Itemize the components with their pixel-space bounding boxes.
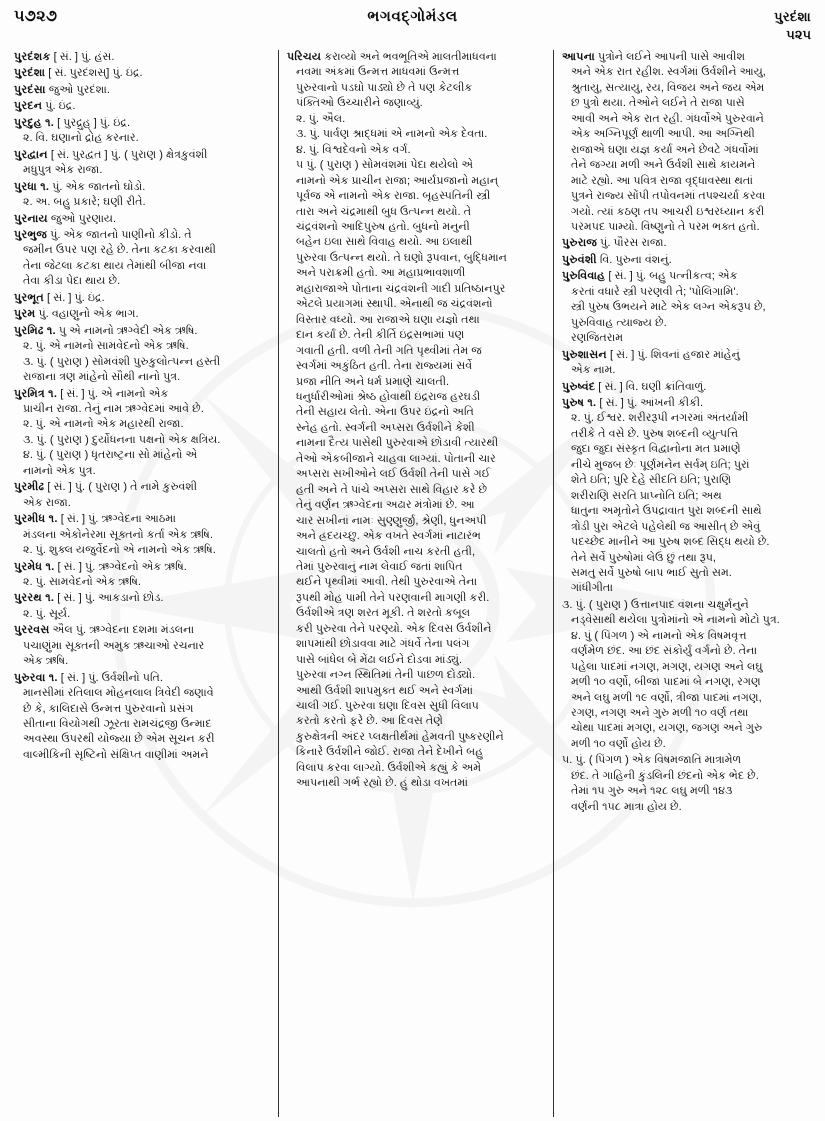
dictionary-entry xyxy=(14,66,270,81)
entry-headword: પુરદંશક xyxy=(14,51,51,63)
entry-body-line: એક અગ્નિપૂર્ણ થાળી આપી. આ અગ્નિથી xyxy=(571,128,755,141)
entry-headword-line: પુરુવિવાહ [ સં. ] પું. બહુ પત્નીકત્વ; એક xyxy=(562,270,738,283)
entry-body-line: અને પરાક્રમી હતો. આ મહાપ્રભાવશાળી xyxy=(296,267,466,280)
entry-headword: પુરમેધ ૧. xyxy=(14,560,55,573)
dictionary-entry xyxy=(14,324,270,386)
dictionary-entry xyxy=(562,348,811,379)
dictionary-entry xyxy=(14,560,270,591)
entry-headword: પુરદંશા xyxy=(14,67,46,80)
entry-body-line: ત્રોડી પુરા એટલે પહેલેથી જ આસીત્ છે એવું xyxy=(571,520,761,533)
entry-headword-line: ૩. પું. ( પુરાણ ) ઉત્તાનપાદ વંશના ચક્ષુર્મનુને xyxy=(562,598,749,611)
catchword-block xyxy=(774,8,811,43)
entry-body-line: એક રાજા. xyxy=(23,496,71,509)
entry-body-line: કરી પુરુરવા તેને પરણ્યો. એક દિવસ ઉર્વશીને xyxy=(296,622,492,635)
dictionary-entry xyxy=(14,83,270,98)
entry-body-line: એક ઋષિ. xyxy=(23,655,69,668)
entry-body-line: ૨. પું. શુક્લ યજુર્વેદનો એ નામનો એક ઋષિ. xyxy=(23,544,216,557)
entry-headword-line: પરિચય કરાવ્યો અને ભવભૂતિએ માલતીમાધવના xyxy=(287,51,497,63)
entry-body-line: કરતાં વધારે સ્ત્રી પરણવી તે; 'પોલિગામિ'. xyxy=(571,285,739,298)
entry-headword: આપના xyxy=(562,51,595,63)
entry-headword: પુરુશાસન xyxy=(562,348,607,361)
entry-body-line: જમીન ઉપર પણ રહે છે. તેના કટકા કરવાથી xyxy=(23,244,216,257)
entry-body-line: પદચ્છેદ માનીને આ પુરુષ શબ્દ સિદ્ધ થયો છે. xyxy=(571,536,770,549)
entry-headword-line: પુરરવસ ઐલ પું. ઋગ્વેદના દશમા મંડલના xyxy=(14,624,195,637)
entry-body-line: અપ્સરા સખીઓને લઈ ઉર્વશી તેની પાસે ગઈ xyxy=(296,468,491,481)
entry-body-line: ૨. અ. બહુ પ્રકારે; ઘણી રીતે. xyxy=(23,196,146,209)
entry-headword: પુરુષ ૧. xyxy=(562,396,597,409)
entry-body-line: તેવા કીડા પેદા થાય છે. xyxy=(23,275,121,288)
dictionary-entry xyxy=(14,180,270,211)
entry-body-line: ૩. પું. પાર્વણ શ્રાદ્ધમાં એ નામનો એક દેવતા. xyxy=(296,128,488,141)
entry-body-line: ૨. પું. સામવેદનો એક ઋષિ. xyxy=(23,575,141,588)
entry-body-line: ધનુર્ધારીઓમાં શ્રેષ્ઠ હોવાથી ઇંદ્રરાજ હરઘડી xyxy=(296,390,481,403)
entry-body-line: ૪. પું. ( પુરાણ ) ધૃતરાષ્ટ્રના સો માંહેનો એ xyxy=(23,449,198,462)
entry-headword-line: પુરુશાસન [ સં. ] પું. શિવનાં હજાર માંહેનું xyxy=(562,348,740,361)
dictionary-entry xyxy=(14,99,270,114)
entry-headword: પુરમિઢ ૧. xyxy=(14,324,56,337)
entry-body-line: માનસીમાં રતિલાલ મોહનલાલ ત્રિવેદી જણાવે xyxy=(23,687,214,700)
entry-body-line: પાસે બાંધેલ બે મેંઢા લઈને દોડવા માંડ્યું. xyxy=(296,653,463,666)
entry-headword-line: પુરદંસા જુઓ પુરદંશા. xyxy=(14,83,110,96)
entry-body-line: સ્ત્રી પુરુષ ઉભયને માટે એક લગ્ન એકરૂપ છે, xyxy=(571,301,766,314)
entry-body-line: તારા અને ચંદ્રમાથી બુધ ઉત્પન્ન થયો. તે xyxy=(296,205,472,218)
entry-headword-line: પુરમેધ ૧. [ સં. ] પું. ઋગ્વેદનો એક ઋષિ. xyxy=(14,560,187,573)
entry-body-line: વર્ણમેળ છંદ. આ છંદ સંકોર્યું વર્ગનો છે. તેના xyxy=(571,645,758,658)
entry-body-line: એટલે પ્રયાગમાં સ્થાપી. એનાથી જ ચંદ્રવંશનો xyxy=(296,298,493,311)
entry-body-line: નામનો એક પ્રાચીન રાજા; આર્યપ્રજાનો મહાન્ xyxy=(296,174,499,187)
entry-headword: પુરમીધ ૧. xyxy=(14,513,58,526)
dictionary-entry xyxy=(14,591,270,622)
entry-body-line: ચાલી ગઈ. પુરુરવા ઘણા દિવસ સુધી વિલાપ xyxy=(296,700,479,713)
column-1 xyxy=(6,50,278,1117)
entry-headword: પુરરથ ૧. xyxy=(14,592,55,605)
entry-body-line: નવમા અંકમાં ઉન્મત્ત માધવમાં ઉન્મત્ત xyxy=(296,66,460,79)
entry-body-line: પ્રાચીન રાજા. તેનું નામ ઋગ્વેદમાં આવે છે. xyxy=(23,402,204,415)
entry-body-line: રણજિતરામ xyxy=(571,332,624,345)
book-title: ભગવદ્‌ગોમંડલ xyxy=(367,8,458,25)
entry-body-line: વિસ્તાર વધ્યો. આ રાજાએ ઘણા યજ્ઞો તથા xyxy=(296,313,480,326)
entry-body-line: કરતો કરતો ફરે છે. આ દિવસ તેણે xyxy=(296,715,443,728)
entry-headword-line: પુરમીધ ૧. [ સં. ] પું. ઋગ્વેદના આઠમા xyxy=(14,513,176,526)
entry-headword: પુરમિત્ર ૧. xyxy=(14,387,58,400)
entry-body-line: પુરુરવા નગ્ન સ્થિતિમાં તેની પાછળ દોડ્યો. xyxy=(296,669,476,682)
entry-body-line: ચોથા પાદમાં મગણ, યગણ, જગણ અને ગુરુ xyxy=(571,722,763,735)
dictionary-entry xyxy=(14,148,270,179)
entry-body-line: સ્નેહ હતો. સ્વર્ગની અપ્સરા ઉર્વશીને કેશી xyxy=(296,421,475,434)
entry-body-line: વર્ણની ૧૫૮ માત્રા હોય છે. xyxy=(571,800,682,813)
entry-headword: પુરનાય xyxy=(14,212,48,225)
entry-body-line: અને લઘુ મળી ૧૯ વર્ણો, ત્રીજા પાદમાં નગણ, xyxy=(571,691,762,704)
entry-body-line: જુદા જુદા સંસ્કૃત વિદ્વાનોના મત પ્રમાણે xyxy=(571,443,741,456)
entry-body-line: તેને જગ્યા મળી અને ઉર્વશી સાથે કાયમને xyxy=(571,159,756,172)
entry-body-line: ૨. પું. ઈશ્વર. શરીરરૂપી નગરમાં અંતર્યામી xyxy=(571,412,749,425)
entry-headword-line: પુરદુહ ૧. [ પુરદ્રુહ્ ] પું. ઇંદ્ર. xyxy=(14,116,131,129)
entry-headword: પુરમ xyxy=(14,308,36,321)
entry-headword-line: પુરુરાજ પું. પૌરસ રાજા. xyxy=(562,237,667,250)
entry-headword: પુરુરાજ xyxy=(562,237,598,250)
entry-headword: પુરુવંશી xyxy=(562,253,597,266)
entry-body-line: કુરુક્ષેત્રની અંદર પ્લક્ષતીર્થમાં હેમવતી પુષ્કરણીને xyxy=(296,730,504,743)
entry-body-line: ૨. પું. એ નામનો સામવેદનો એક ઋષિ. xyxy=(23,340,189,353)
entry-headword-line: પુરરથ ૧. [ સં. ] પું. આકડાનો છોડ. xyxy=(14,592,164,605)
entry-headword-line: પુરમિત્ર ૧. [ સં. ] પું. એ નામનો એક xyxy=(14,387,169,400)
entry-body-line: અને એક રાત રહીશ. સ્વર્ગમાં ઉર્વશીને આયુ, xyxy=(571,66,766,79)
entry-body-line: પરમપદ પામ્યો. વિષ્ણુનો તે પરમ ભક્ત હતો. xyxy=(571,220,760,233)
entry-body-line: ૩. પું. ( પુરાણ ) સોમવંશી પુરુકુલોત્પન્ન હસ્તી xyxy=(23,355,221,368)
entry-body-line: મંડલના એકોનેરમા સૂક્તનો કર્તા એક ઋષિ. xyxy=(23,528,213,541)
dictionary-entry xyxy=(287,50,545,792)
entry-headword-line: પુરનાય જુઓ પુરણાય. xyxy=(14,212,117,225)
dictionary-entry xyxy=(14,228,270,290)
entry-headword-line: પુરદન પું. ઇંદ્ર. xyxy=(14,100,76,113)
dictionary-entry xyxy=(562,753,811,815)
entry-body-line: નામનો એક પુત્ર. xyxy=(23,464,96,477)
entry-body-line: સ્વર્ગમાં અકુંઠિત હતી. તેના રાજ્યમાં સર્વે xyxy=(296,360,473,373)
entry-body-line: પુરુવિવાહ ત્યાજ્ય છે. xyxy=(571,316,667,329)
entry-headword: પુરમીઢ xyxy=(14,481,45,494)
entry-body-line: તેઓ એકબીજાને ચાહવા લાગ્યાં. પોતાની ચાર xyxy=(296,452,496,465)
entry-body-line: શાપમાંથી છોડાવવા માટે ગંધર્વે તેના પલંગ xyxy=(296,638,470,651)
catch-page-number: ૫૨૫ xyxy=(786,26,811,42)
entry-body-line: સીતાના વિયોગથી ઝૂરતા રામચંદ્રજી ઉન્માદ xyxy=(23,718,212,731)
entry-body-line: આપનાથી ગર્ભ રહ્યો છે. હું થોડા વખતમાં xyxy=(296,777,468,790)
entry-body-line: તેમાં પુરુરવાનું નામ લેવાઈ જતાં શાપિત xyxy=(296,560,463,573)
entry-body-line: પચાણુંમા સૂક્તની અમુક ઋચાઓ રચનાર xyxy=(23,639,205,652)
dictionary-entry xyxy=(14,212,270,227)
entry-body-line: સમતુ સર્વે પુરુષો બાપ ભાઈ સુતો સમ. xyxy=(571,566,732,579)
entry-body-line: છે કે, કાલિદાસે ઉન્મત્ત પુરુરવાનો પ્રસંગ xyxy=(23,702,194,715)
entry-body-line: પ્રજા નીતિ અને ધર્મ પ્રમાણે ચાલતી. xyxy=(296,375,450,388)
dictionary-entry xyxy=(562,236,811,251)
entry-headword-line: પુરધા ૧. પું. એક જાતનો ઘોડો. xyxy=(14,180,146,193)
entry-body-line: આથી ઉર્વશી શાપમુક્ત થઈ અને સ્વર્ગમાં xyxy=(296,684,473,697)
column-3 xyxy=(554,50,819,1117)
entry-body-line: શ્રુતાયુ, સત્યાયુ, રય, વિજય અને જય એમ xyxy=(571,81,765,94)
entry-body-line: ગવાતી હતી. વળી તેની ગતિ પૃથ્વીમાં તેમ જ xyxy=(296,344,482,357)
entry-body-line: પહેલા પાદમાં નગણ, મગણ, યગણ અને લઘુ xyxy=(571,660,763,673)
entry-body-line: થઈને પૃથ્વીમાં આવી. તેથી પુરુરવાએ તેના xyxy=(296,576,478,589)
entry-body-line: હતી અને તે પાંચે અપ્સરા સાથે વિહાર કરે છે xyxy=(296,483,488,496)
catchword: પુરદંશા xyxy=(774,9,811,24)
text-columns xyxy=(6,50,819,1117)
entry-body-line: શેતે ઇતિ; પુરિ દેહે સીદતિ ઇતિ; પુરાણિ xyxy=(571,474,732,487)
entry-body-line: ચાર સખીનાં નામઃ સુણ્ણુર્જી, શ્રેણી, ધુનઅપી xyxy=(296,514,487,527)
dictionary-entry xyxy=(562,598,811,753)
entry-body-line: રાજાના ત્રણ માંહેનો સૌથી નાનો પુત્ર. xyxy=(23,371,181,384)
entry-body-line: દાન કર્યાં છે. તેની કીર્તિ ઇંદ્રસભામાં પણ xyxy=(296,329,465,342)
entry-headword: પુરદુહ ૧. xyxy=(14,116,55,129)
entry-headword: પુરુવિવાહ xyxy=(562,270,606,283)
entry-body-line: તેની સહાય લેતો. એના ઉપર ઇંદ્રનો અતિ xyxy=(296,406,474,419)
entry-headword: પુરદન xyxy=(14,100,43,113)
entry-body-line: મળી ૧૦ વર્ણો હોય છે. xyxy=(571,737,666,750)
entry-body-line: ૨. પું. એ નામનો એક મહારથી રાજા. xyxy=(23,418,184,431)
entry-headword: પુરધા ૧. xyxy=(14,180,50,193)
entry-body-line: તેમાં ૧૫ ગુરુ અને ૧૨૮ લઘુ મળી ૧૪૩ xyxy=(571,785,733,798)
entry-headword: પુરભૂત xyxy=(14,291,44,304)
entry-body-line: ગાંધીગીતા xyxy=(571,582,613,595)
entry-body-line: વિલાપ કરવા લાગ્યો. ઉર્વશીએ કહ્યું કે અમે xyxy=(296,761,482,774)
dictionary-entry xyxy=(14,291,270,306)
dictionary-entry xyxy=(562,269,811,346)
dictionary-entry xyxy=(14,307,270,322)
entry-body-line: ૩. પું. ( પુરાણ ) દુર્યોધનના પક્ષનો એક ક્ષત્રિય. xyxy=(23,433,221,446)
entry-body-line: પુરુરવાનો પડઘો પાડ્યો છે તે પણ કેટલીક xyxy=(296,81,473,94)
dictionary-entry xyxy=(562,380,811,395)
entry-headword-line: પુરદંશા [ સં. પુરદંશસ્] પું. ઇંદ્ર. xyxy=(14,67,143,80)
entry-body-line: નામના દૈત્ય પાસેથી પુરુરવાએ છોડાવી ત્યારથી xyxy=(296,437,499,450)
entry-headword-line: પુરુષ ૧. [ સં. ] પું. આંખની કીકી. xyxy=(562,396,704,409)
entry-headword: પુરદંસા xyxy=(14,83,46,96)
entry-body-line: શરીરાણિ સરતિ પ્રાપ્નોતિ ઇતિ; અથ xyxy=(571,489,722,502)
entry-body-line: અવસ્થા ઉપરથી યોજ્યા છે એમ સૂચન કરી xyxy=(23,733,215,746)
entry-body-line: બહેન ઇલા સાથે વિવાહ થયો. આ ઇલાથી xyxy=(296,236,473,249)
entry-body-line: પુરુરવા ઉત્પન્ન થયો. તે ઘણો રૂપવાન, બુદ્ધિમાન xyxy=(296,251,507,264)
entry-body-line: મળી ૧૦ વર્ણો, બીજા પાદમાં બે નગણ, રગણ xyxy=(571,676,761,689)
entry-headword-line: પુરમ પું. વહાણુનો એક ભાગ. xyxy=(14,308,139,321)
entry-body-line: ગયો. ત્યાં કઠણ તપ આચરી ઇશ્વરધ્યાન કરી xyxy=(571,205,765,218)
entry-body-line: પૂર્વજ એ નામનો એક રાજા. બૃહસ્પતિની સ્ત્રી xyxy=(296,190,491,203)
entry-headword: પરિચય xyxy=(287,51,322,63)
entry-body-line: તરીકે તે વસે છે. પુરુષ શબ્દની વ્યુત્પત્તિ xyxy=(571,427,739,440)
entry-body-line: રાજાએ ઘણા યજ્ઞ કર્યા અને છેવટે ગંધર્વોમાં xyxy=(571,143,759,156)
entry-body-line: માટે રહ્યો. આ પવિત્ર રાજા વૃદ્ધાવસ્થા થતાં xyxy=(571,174,753,187)
entry-body-line: આવી અને એક રાત રહી. ગંધર્વોએ પુરુરવાને xyxy=(571,112,764,125)
entry-body-line: છ પુત્રો થયા. તેઓને લઈને તે રાજા પાસે xyxy=(571,97,745,110)
entry-body-line: રગણ, નગણ અને ગુરુ મળી ૧૦ વર્ણ તથા xyxy=(571,707,749,720)
entry-headword: પુરદ્વાન xyxy=(14,148,48,161)
entry-body-line: ૨. વિ. ઘણાનો દ્રોહ કરનાર. xyxy=(23,132,139,145)
entry-body-line: પુત્રને રાજ્ય સોંપી તપોવનમાં તપશ્ચર્યા કરવા xyxy=(571,190,766,203)
entry-headword-line: પુરુષ્વંદ [ સં. ] વિ. ઘણી ક્રાંતિવાળું. xyxy=(562,380,707,393)
entry-body-line: અને હ્રદયચ્છુ. એક વખતે સ્વર્ગમાં નાટારંભ xyxy=(296,530,481,543)
dictionary-entry xyxy=(14,623,270,669)
entry-body-line: મધુપુત્ર એક રાજા. xyxy=(23,164,103,177)
entry-body-line: ૪. પું ( પિંગળ ) એ નામનો એક વિષમવૃત્ત xyxy=(571,629,747,642)
entry-body-line: ૫ પું. ( પુરાણ ) સોમવંશમાં પેદા થયેલો એ xyxy=(296,159,474,172)
entry-body-line: પંક્તિઓ ઉચ્ચારીને જણાવ્યું. xyxy=(296,97,423,110)
entry-body-line: વાલ્મીકિની સૃષ્ટિનો સંક્ષિપ્ત વાણીમાં અમને xyxy=(23,748,209,761)
entry-body-line: ચાલતો હતો અને ઉર્વશી નાચ કરતી હતી, xyxy=(296,545,476,558)
entry-headword: પુરરવસ xyxy=(14,624,50,637)
entry-body-line: તેને સર્વે પુરુષોમાં લેઉં છું તથા રૂપ, xyxy=(571,551,716,564)
entry-headword-line: પુરદંશક [ સં. ] પું. હંસ. xyxy=(14,51,115,63)
running-head xyxy=(0,8,825,54)
dictionary-entry xyxy=(562,50,811,235)
dictionary-entry xyxy=(14,671,270,764)
dictionary-entry xyxy=(14,512,270,558)
entry-headword-line: આપના પુત્રોને લઈને આપની પાસે આવીશ xyxy=(562,51,745,63)
entry-body-line: નીચે મુજબ છેઃ પૂર્ણમનેન સર્વમ્ ઇતિ; પુરાં xyxy=(571,458,750,471)
entry-body-line: ૨. પું. સૂર્ય. xyxy=(23,607,71,620)
entry-headword-line: પુરભૂત [ સં. ] પું. ઇંદ્ર. xyxy=(14,291,105,304)
entry-body-line: ૨. પું. ઐલ. xyxy=(296,112,346,125)
dictionary-entry xyxy=(14,116,270,147)
entry-body-line: ધાતુના અમૃતોને ઉપદ્રાવાત પુરા શબ્દની સાથે xyxy=(571,505,762,518)
entry-body-line: છંદ. તે ગાહિની કુંડલિની છંદનો એક ભેદ છે. xyxy=(571,769,759,782)
entry-headword-line: પુરુવંશી વિ. પુરુના વંશનું. xyxy=(562,253,672,266)
entry-body-line: કિનારે ઉર્વશીને જોઈ. રાજા તેને દેખીને બહુ xyxy=(296,746,484,759)
dictionary-entry xyxy=(14,480,270,511)
entry-headword-line: ૫. પું. ( પિંગળ ) એક વિષમજાતિ માત્રામેળ xyxy=(562,754,742,767)
dictionary-entry xyxy=(562,396,811,597)
entry-body-line: નડ્વેસાથી થયેલા પુત્રોમાંનો એ નામનો મોટો પુત્ર. xyxy=(571,614,780,627)
entry-body-line: મહારાજાએ પોતાના ચંદ્રવંશની ગાદી પ્રતિષ્ઠાનપુર xyxy=(296,282,506,295)
entry-headword-line: પુરમીઢ [ સં. ] પું. ( પુરાણ ) તે નામે કુરુવંશી xyxy=(14,481,198,494)
entry-headword-line: પુરદ્વાન [ સં. પુરદ્વત ] પું. ( પુરાણ ) ક્ષેત્રકુવંશી xyxy=(14,148,208,161)
entry-body-line: તેનું વર્ણન ઋગ્વેદના અઢાર મંત્રોમાં છે. આ xyxy=(296,499,475,512)
entry-headword: પુરભુજ xyxy=(14,228,48,241)
folio-number-left: ૫૭૨૭ xyxy=(14,8,58,25)
entry-body-line: રૂપથી મોહ પામી તેને પરણવાની માગણી કરી. xyxy=(296,591,490,604)
entry-headword-line: પુરમિઢ ૧. પુ એ નામનો ઋગ્વેદી એક ઋષિ. xyxy=(14,324,198,337)
entry-body-line: ચંદ્રવંશનો આદિપુરુષ હતો. બુધનો મનુની xyxy=(296,220,470,233)
entry-headword-line: પુરભુજ પું. એક જાતનો પાણીનો કીડો. તે xyxy=(14,228,192,241)
entry-headword: પુરુષ્વંદ xyxy=(562,380,596,393)
entry-headword: પુરુરવા ૧. xyxy=(14,671,58,684)
dictionary-entry xyxy=(562,253,811,268)
dictionary-entry xyxy=(14,387,270,480)
column-2 xyxy=(278,50,554,1117)
entry-headword-line: પુરુરવા ૧. [ સં. ] પું. ઉર્વશીનો પતિ. xyxy=(14,671,163,684)
entry-body-line: ઉર્વશીએ ત્રણ શરત મૂકી. તે શરતો કબૂલ xyxy=(296,607,471,620)
entry-body-line: તેના જેટલા કટકા થાય તેમાંથી બીજા નવા xyxy=(23,259,207,272)
entry-body-line: એક નામ. xyxy=(571,364,616,377)
entry-body-line: ૪. પું. વિશ્વદેવનો એક વર્ગ. xyxy=(296,143,411,156)
